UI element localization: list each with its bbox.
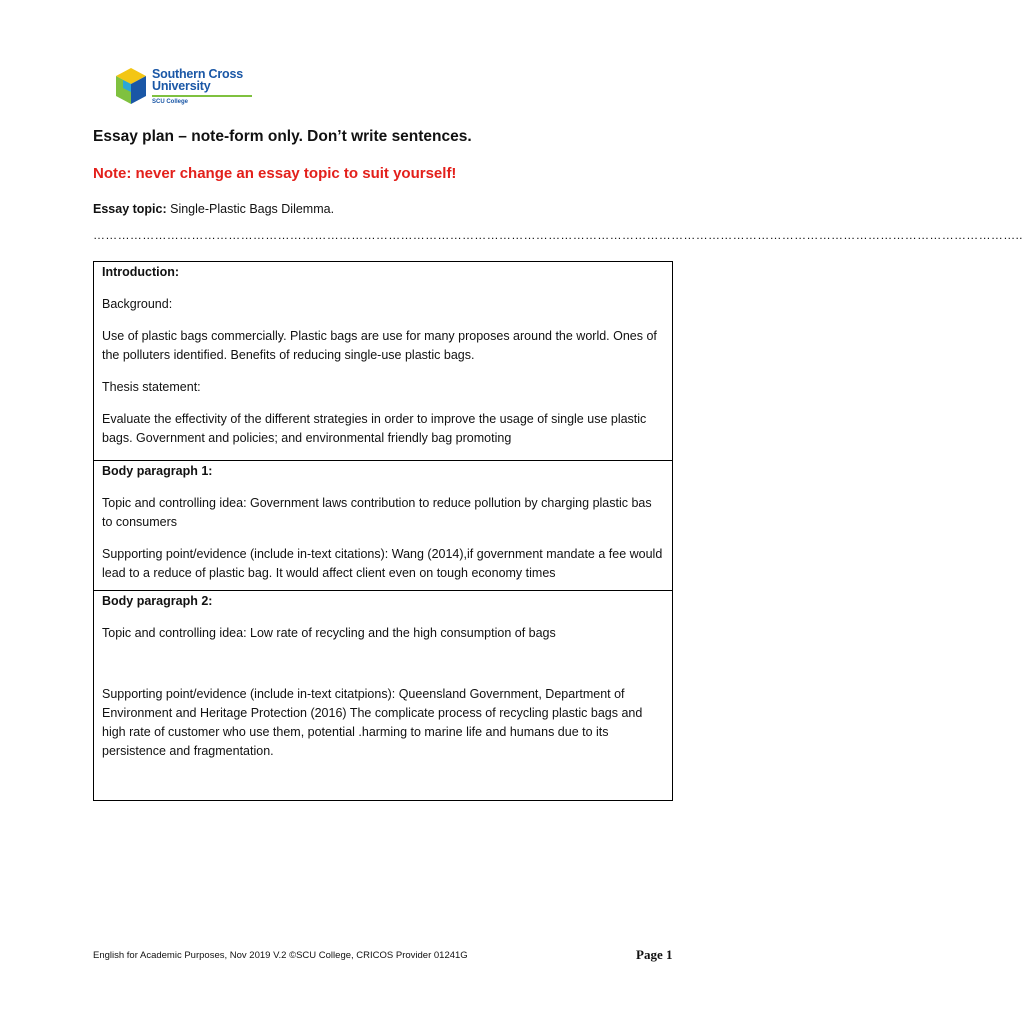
- logo-subtitle: SCU College: [152, 99, 189, 105]
- page-number: Page 1: [636, 947, 673, 962]
- essay-topic-value: Single-Plastic Bags Dilemma.: [166, 202, 335, 216]
- body-1-support: Supporting point/evidence (include in-text citations): Wang (2014),if government mandate a fee would lead to a reduce of plastic bag. It would affect client even on tough economy times: [102, 547, 663, 580]
- scu-logo: [114, 66, 244, 110]
- body-1-topic: Topic and controlling idea: Government laws contribution to reduce pollution by charging plastic bas to consumers: [102, 496, 652, 529]
- page-footer: English for Academic Purposes, Nov 2019 V.2 ©SCU College, CRICOS Provider 01241G: [93, 950, 468, 961]
- page-heading: Essay plan – note-form only. Don’t write sentences.: [93, 128, 472, 145]
- warning-note: Note: never change an essay topic to suit yourself!: [93, 165, 457, 182]
- introduction-cell[interactable]: [94, 262, 672, 461]
- body-2-topic: Topic and controlling idea: Low rate of recycling and the high consumption of bags: [102, 626, 556, 640]
- background-text: Use of plastic bags commercially. Plastic bags are use for many proposes around the world. Ones of the polluters identified. Benefits of reducing single-use plastic bags.: [102, 329, 657, 362]
- body-paragraph-1-cell[interactable]: [94, 461, 672, 591]
- body-paragraph-2-cell[interactable]: [94, 591, 672, 800]
- body-2-support: Supporting point/evidence (include in-text citatpions): Queensland Government, Department of Environment and Heritage Protection (2016) The complicate process of recycling plastic bags and high rate of customer who use them, potential .harming to marine life and humans due to its persistence and fragmentation.: [102, 687, 643, 758]
- body-2-title: Body paragraph 2:: [102, 594, 213, 608]
- essay-topic-label: Essay topic:: [93, 202, 167, 216]
- dotted-separator: ………………………………………………………………………………………………………………………………………………………………………………………………………..: [93, 228, 1023, 242]
- essay-topic: [93, 202, 334, 216]
- introduction-title: Introduction:: [102, 265, 180, 279]
- thesis-text: Evaluate the effectivity of the different strategies in order to improve the usage of single use plastic bags. Government and policies; and environmental friendly bag promoting: [102, 412, 647, 445]
- logo-name: Southern Cross University: [152, 67, 243, 93]
- thesis-label: Thesis statement:: [102, 380, 201, 394]
- essay-plan-table: [93, 261, 673, 801]
- scu-cube-icon: [114, 66, 148, 106]
- background-label: Background:: [102, 297, 173, 311]
- body-1-title: Body paragraph 1:: [102, 464, 213, 478]
- logo-rule: [152, 95, 252, 97]
